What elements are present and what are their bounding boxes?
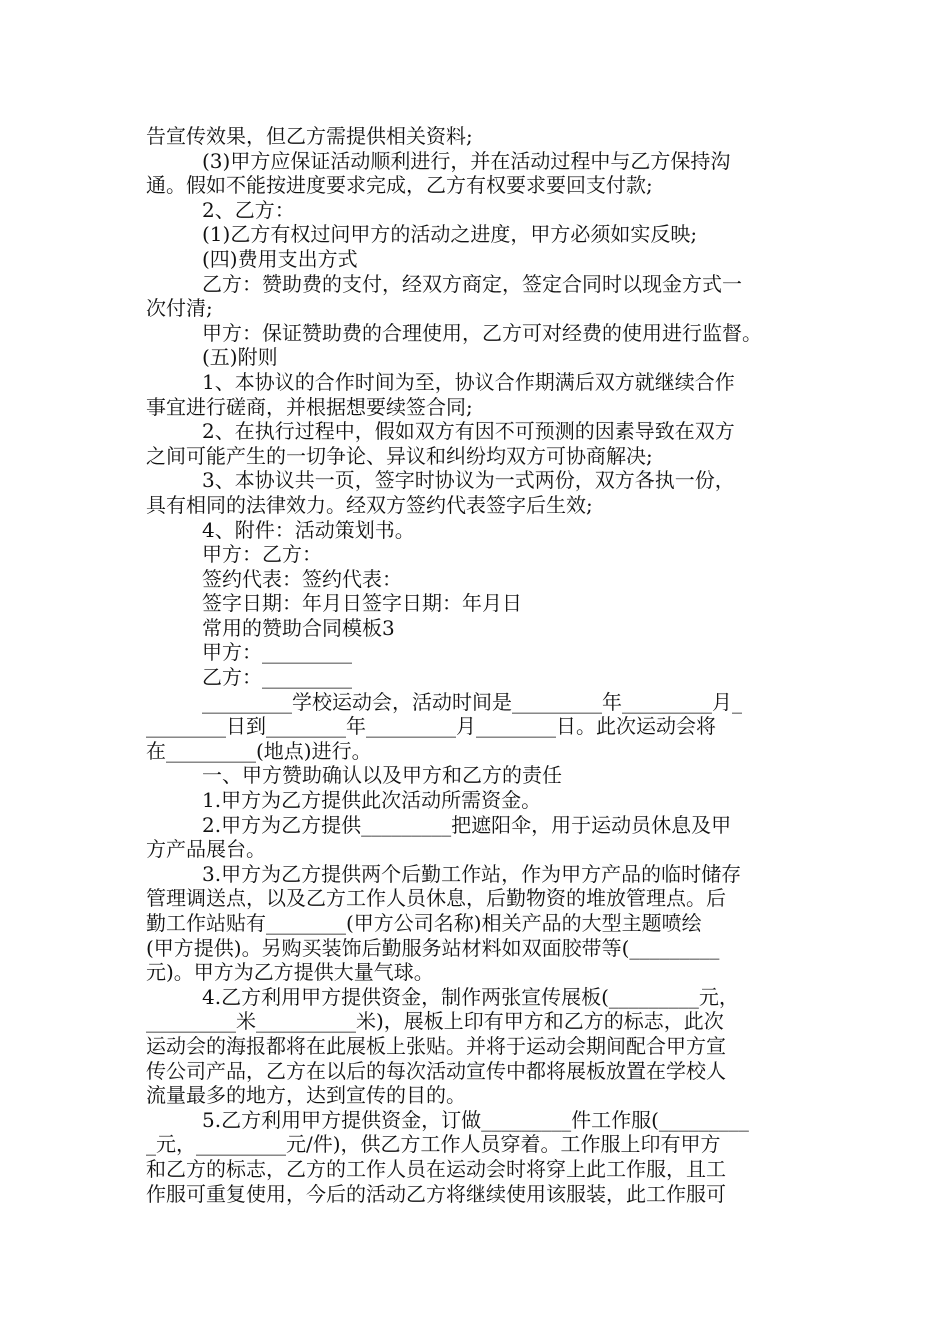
text-line: 传公司产品，乙方在以后的每次活动宣传中都将展板放置在学校人 bbox=[146, 1058, 726, 1083]
text-line: 2、在执行过程中，假如双方有因不可预测的因素导致在双方 bbox=[202, 419, 735, 444]
text-line: 流量最多的地方，达到宣传的目的。 bbox=[146, 1083, 466, 1108]
text-line: 4.乙方利用甲方提供资金，制作两张宣传展板(_________元， bbox=[202, 984, 739, 1009]
text-line: 2、乙方： bbox=[202, 197, 295, 222]
text-line: (1)乙方有权过问甲方的活动之进度，甲方必须如实反映; bbox=[202, 222, 698, 247]
text-line: 具有相同的法律效力。经双方签约代表签字后生效; bbox=[146, 492, 593, 517]
text-line: 甲方：保证赞助费的合理使用，乙方可对经费的使用进行监督。 bbox=[202, 320, 762, 345]
text-line: 管理调送点，以及乙方工作人员休息，后勤物资的堆放管理点。后 bbox=[146, 886, 726, 911]
text-line: 在_________(地点)进行。 bbox=[146, 738, 372, 763]
text-line: 事宜进行磋商，并根据想要续签合同; bbox=[146, 394, 473, 419]
text-line: 一、甲方赞助确认以及甲方和乙方的责任 bbox=[202, 763, 562, 788]
text-line: 3、本协议共一页，签字时协议为一式两份，双方各执一份， bbox=[202, 468, 735, 493]
text-line: 签约代表：签约代表： bbox=[202, 566, 402, 591]
contract-text-body bbox=[146, 124, 810, 1206]
text-line: 3.甲方为乙方提供两个后勤工作站，作为甲方产品的临时储存 bbox=[202, 861, 742, 886]
text-line: 4、附件：活动策划书。 bbox=[202, 517, 415, 542]
text-line: 常用的赞助合同模板3 bbox=[202, 615, 395, 640]
text-line: 和乙方的标志，乙方的工作人员在运动会时将穿上此工作服，且工 bbox=[146, 1156, 726, 1181]
text-line: 乙方：_________ bbox=[202, 665, 352, 690]
text-line: (甲方提供)。另购买装饰后勤服务站材料如双面胶带等(_________ bbox=[146, 935, 720, 960]
text-line: 运动会的海报都将在此展板上张贴。并将于运动会期间配合甲方宣 bbox=[146, 1033, 726, 1058]
text-line: 勤工作站贴有________(甲方公司名称)相关产品的大型主题喷绘 bbox=[146, 911, 702, 935]
text-line: 甲方：_________ bbox=[202, 640, 352, 665]
text-line: 乙方：赞助费的支付，经双方商定，签定合同时以现金方式一 bbox=[202, 271, 742, 296]
text-line: ________日到________年_________月________日。此次运动会将 bbox=[146, 714, 716, 739]
text-line: (四)费用支出方式 bbox=[202, 246, 358, 271]
text-line: 2.甲方为乙方提供_________把遮阳伞，用于运动员休息及甲 bbox=[202, 812, 732, 837]
text-line: (五)附则 bbox=[202, 345, 278, 370]
text-line: (3)甲方应保证活动顺利进行，并在活动过程中与乙方保持沟 bbox=[202, 148, 731, 173]
text-line: 1、本协议的合作时间为至，协议合作期满后双方就继续合作 bbox=[202, 369, 735, 394]
text-line: 元)。甲方为乙方提供大量气球。 bbox=[146, 960, 434, 985]
text-line: 5.乙方利用甲方提供资金，订做_________件工作服(_________ bbox=[202, 1107, 749, 1132]
text-line: 签字日期：年月日签字日期：年月日 bbox=[202, 591, 522, 616]
text-line: 作服可重复使用，今后的活动乙方将继续使用该服装，此工作服可 bbox=[146, 1181, 726, 1206]
text-line: 告宣传效果，但乙方需提供相关资料; bbox=[146, 124, 473, 148]
text-line: _________学校运动会，活动时间是_________年_________月_ bbox=[202, 689, 742, 714]
text-line: 方产品展台。 bbox=[146, 837, 266, 862]
text-line: 1.甲方为乙方提供此次活动所需资金。 bbox=[202, 788, 542, 813]
text-line: 次付清; bbox=[146, 296, 213, 321]
text-line: _________米__________米)，展板上印有甲方和乙方的标志，此次 bbox=[146, 1009, 724, 1034]
text-line: 通。假如不能按进度要求完成，乙方有权要求要回支付款; bbox=[146, 173, 653, 198]
text-line: _元，_________元/件)，供乙方工作人员穿着。工作服上印有甲方 bbox=[146, 1132, 721, 1157]
text-line: 之间可能产生的一切争论、异议和纠纷均双方可协商解决; bbox=[146, 443, 653, 468]
text-line: 甲方：乙方： bbox=[202, 542, 322, 567]
